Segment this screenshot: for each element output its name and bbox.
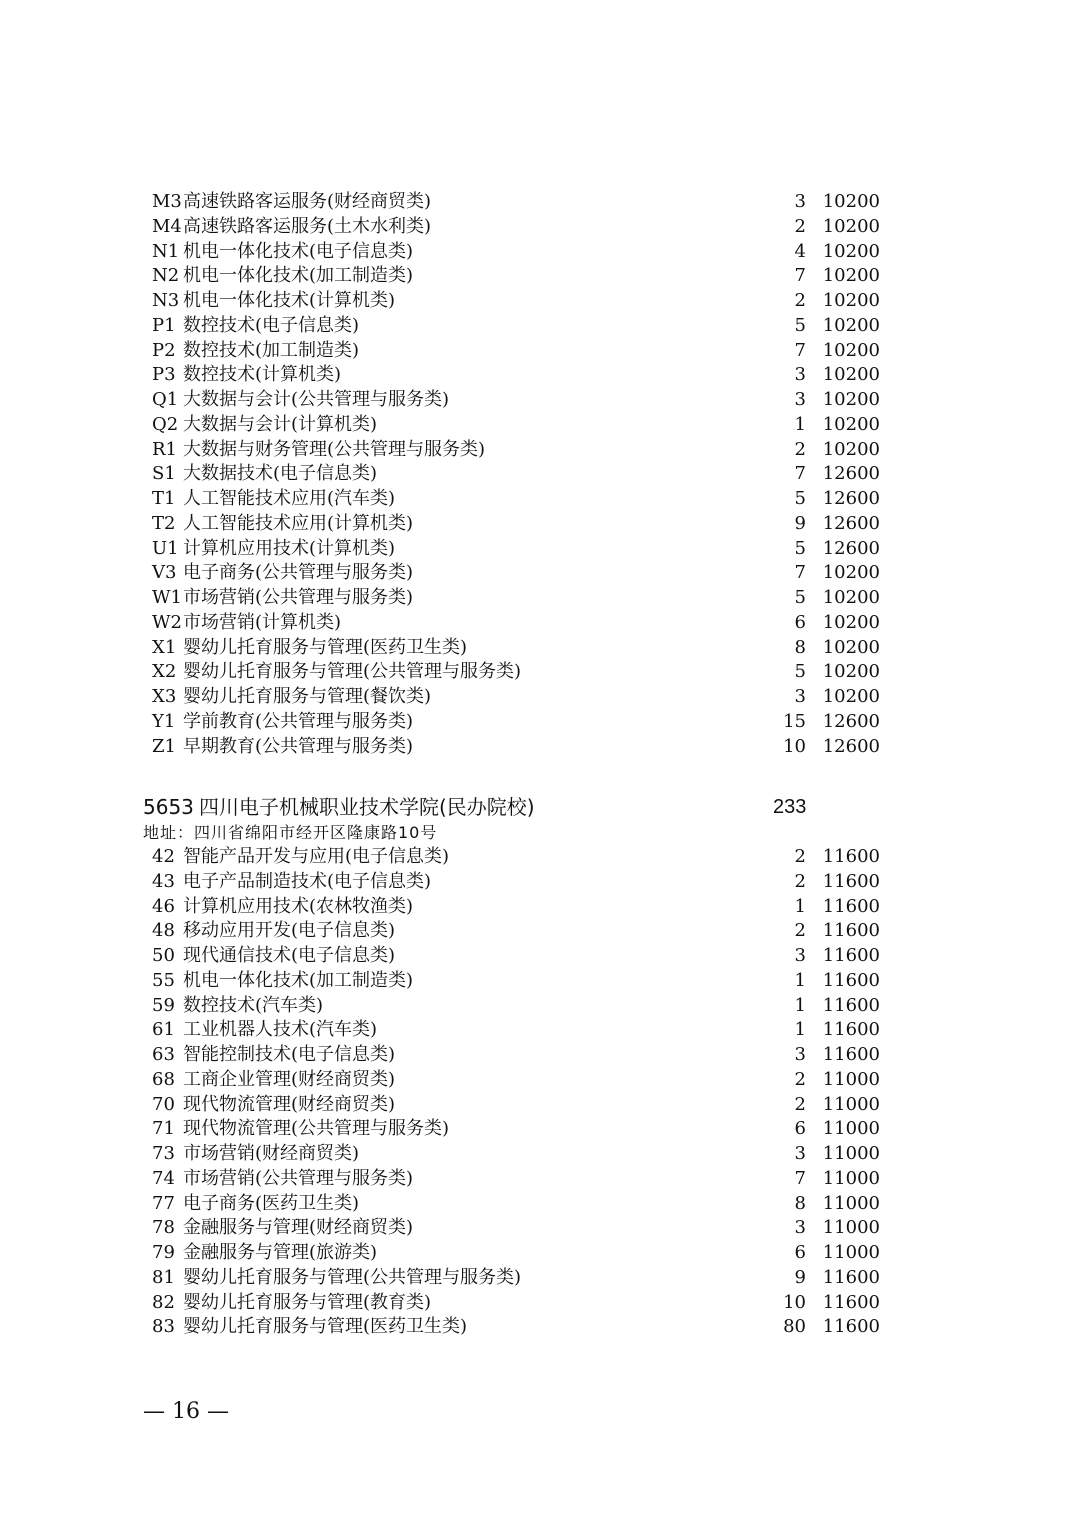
program-name: 数控技术(计算机类) <box>183 364 342 386</box>
program-tuition: 10200 <box>822 364 880 386</box>
program-quota: 2 <box>794 920 806 942</box>
program-row <box>152 611 882 636</box>
program-name: 工商企业管理(财经商贸类) <box>183 1068 396 1090</box>
program-quota: 15 <box>783 710 806 732</box>
program-tuition: 11600 <box>822 920 880 942</box>
program-tuition: 10200 <box>822 438 880 460</box>
program-tuition: 11000 <box>822 1068 880 1090</box>
program-quota: 3 <box>794 1044 806 1065</box>
program-code: M3 <box>152 191 182 212</box>
program-name: 智能产品开发与应用(电子信息类) <box>183 846 450 867</box>
program-quota: 2 <box>794 290 806 311</box>
program-row <box>152 413 882 438</box>
program-name: 婴幼儿托育服务与管理(医药卫生类) <box>183 636 468 658</box>
program-code: 73 <box>152 1143 175 1164</box>
program-tuition: 11600 <box>822 945 880 966</box>
program-tuition: 11000 <box>822 1242 880 1263</box>
program-tuition: 11600 <box>822 1266 880 1288</box>
program-quota: 3 <box>794 364 806 386</box>
program-quota: 6 <box>794 1242 806 1263</box>
program-tuition: 10200 <box>822 611 880 633</box>
program-name: 现代物流管理(公共管理与服务类) <box>183 1118 450 1140</box>
program-name: 大数据与会计(计算机类) <box>183 413 378 435</box>
program-code: W1 <box>152 587 182 608</box>
program-row <box>152 190 882 215</box>
program-row <box>152 685 882 710</box>
program-row <box>152 969 882 994</box>
program-row <box>152 895 882 920</box>
program-row <box>152 660 882 685</box>
program-tuition: 10200 <box>822 339 880 361</box>
program-quota: 3 <box>794 686 806 707</box>
program-tuition: 11000 <box>822 1143 880 1164</box>
program-quota: 2 <box>794 215 806 237</box>
program-quota: 2 <box>794 1068 806 1090</box>
program-name: 计算机应用技术(农林牧渔类) <box>183 895 414 917</box>
program-tuition: 10200 <box>822 314 880 336</box>
program-row <box>152 1291 882 1316</box>
program-row <box>152 1043 882 1068</box>
program-quota: 2 <box>794 870 806 892</box>
program-name: 金融服务与管理(财经商贸类) <box>183 1217 414 1239</box>
program-tuition: 10200 <box>822 587 880 608</box>
program-quota: 3 <box>794 1143 806 1164</box>
program-code: 63 <box>152 1044 175 1065</box>
program-row <box>152 1018 882 1043</box>
program-quota: 8 <box>794 636 806 658</box>
program-tuition: 12600 <box>822 488 880 509</box>
program-row <box>152 289 882 314</box>
program-tuition: 11600 <box>822 870 880 892</box>
program-code: Z1 <box>152 735 176 757</box>
program-code: X1 <box>152 636 177 658</box>
program-code: 70 <box>152 1093 175 1115</box>
program-name: 市场营销(财经商贸类) <box>183 1143 360 1164</box>
program-code: N1 <box>152 240 180 262</box>
program-quota: 3 <box>794 191 806 212</box>
program-name: 现代通信技术(电子信息类) <box>183 945 396 966</box>
program-tuition: 11600 <box>822 1291 880 1313</box>
program-name: 数控技术(加工制造类) <box>183 339 360 361</box>
program-row <box>152 1216 882 1241</box>
program-name: 婴幼儿托育服务与管理(公共管理与服务类) <box>183 1266 522 1288</box>
program-name: 机电一体化技术(电子信息类) <box>183 240 414 262</box>
program-row <box>152 919 882 944</box>
program-row <box>152 1117 882 1142</box>
program-tuition: 11000 <box>822 1093 880 1115</box>
program-name: 大数据与会计(公共管理与服务类) <box>183 389 450 410</box>
program-quota: 8 <box>794 1192 806 1214</box>
program-tuition: 11000 <box>822 1192 880 1214</box>
program-name: 金融服务与管理(旅游类) <box>183 1242 378 1263</box>
program-quota: 1 <box>794 895 806 917</box>
program-tuition: 10200 <box>822 215 880 237</box>
program-quota: 7 <box>794 265 806 287</box>
program-quota: 9 <box>794 512 806 534</box>
program-quota: 3 <box>794 1217 806 1239</box>
program-row <box>152 636 882 661</box>
program-quota: 80 <box>783 1316 806 1338</box>
school-address: 地址：四川省绵阳市经开区隆康路10号 <box>143 823 438 842</box>
program-code: U1 <box>152 537 179 559</box>
program-name: 电子商务(公共管理与服务类) <box>183 562 414 584</box>
program-quota: 1 <box>794 1019 806 1041</box>
program-code: V3 <box>152 562 177 584</box>
program-quota: 10 <box>783 1291 806 1313</box>
program-list-2 <box>152 845 882 1340</box>
program-tuition: 11600 <box>822 1316 880 1338</box>
page-number: — 16 — <box>143 1399 229 1424</box>
program-row <box>152 1167 882 1192</box>
program-code: 46 <box>152 895 175 917</box>
program-list-1 <box>152 190 882 759</box>
program-name: 市场营销(公共管理与服务类) <box>183 587 414 608</box>
program-name: 婴幼儿托育服务与管理(教育类) <box>183 1291 432 1313</box>
program-name: 市场营销(公共管理与服务类) <box>183 1167 414 1189</box>
program-row <box>152 537 882 562</box>
program-row <box>152 1142 882 1167</box>
program-row <box>152 215 882 240</box>
program-row <box>152 1068 882 1093</box>
program-code: 68 <box>152 1068 175 1090</box>
program-quota: 1 <box>794 413 806 435</box>
program-row <box>152 388 882 413</box>
program-code: W2 <box>152 611 182 633</box>
program-tuition: 10200 <box>822 240 880 262</box>
program-row <box>152 1093 882 1118</box>
program-row <box>152 561 882 586</box>
program-quota: 6 <box>794 1118 806 1140</box>
program-quota: 3 <box>794 389 806 410</box>
program-code: 43 <box>152 870 175 892</box>
program-code: N2 <box>152 265 180 287</box>
program-row <box>152 363 882 388</box>
program-code: 83 <box>152 1316 175 1338</box>
program-row <box>152 512 882 537</box>
program-name: 电子商务(医药卫生类) <box>183 1192 360 1214</box>
program-code: P1 <box>152 314 176 336</box>
program-name: 电子产品制造技术(电子信息类) <box>183 870 432 892</box>
program-code: T1 <box>152 488 176 509</box>
program-tuition: 10200 <box>822 265 880 287</box>
program-name: 机电一体化技术(加工制造类) <box>183 969 414 991</box>
program-name: 人工智能技术应用(汽车类) <box>183 488 396 509</box>
program-quota: 5 <box>794 314 806 336</box>
school-header <box>143 792 843 822</box>
program-row <box>152 994 882 1019</box>
program-quota: 1 <box>794 969 806 991</box>
program-code: P2 <box>152 339 176 361</box>
program-quota: 5 <box>794 488 806 509</box>
program-quota: 5 <box>794 661 806 683</box>
program-name: 智能控制技术(电子信息类) <box>183 1044 396 1065</box>
program-tuition: 11600 <box>822 1044 880 1065</box>
program-tuition: 11000 <box>822 1167 880 1189</box>
program-quota: 1 <box>794 994 806 1016</box>
program-tuition: 12600 <box>822 710 880 732</box>
program-code: X3 <box>152 686 177 707</box>
program-row <box>152 1266 882 1291</box>
program-name: 大数据与财务管理(公共管理与服务类) <box>183 438 486 460</box>
program-tuition: 11600 <box>822 846 880 867</box>
program-name: 移动应用开发(电子信息类) <box>183 920 396 942</box>
program-quota: 5 <box>794 587 806 608</box>
program-code: 50 <box>152 945 175 966</box>
program-code: 77 <box>152 1192 175 1214</box>
program-name: 数控技术(电子信息类) <box>183 314 360 336</box>
program-code: 42 <box>152 846 175 867</box>
program-row <box>152 462 882 487</box>
program-code: 78 <box>152 1217 175 1239</box>
program-code: 48 <box>152 920 175 942</box>
program-tuition: 12600 <box>822 463 880 485</box>
program-code: 82 <box>152 1291 175 1313</box>
program-code: Q1 <box>152 389 179 410</box>
program-code: T2 <box>152 512 176 534</box>
school-name: 四川电子机械职业技术学院(民办院校) <box>199 795 535 819</box>
program-row <box>152 1241 882 1266</box>
program-row <box>152 710 882 735</box>
program-quota: 9 <box>794 1266 806 1288</box>
program-row <box>152 944 882 969</box>
program-tuition: 11600 <box>822 1019 880 1041</box>
program-code: 59 <box>152 994 175 1016</box>
program-tuition: 12600 <box>822 735 880 757</box>
program-name: 工业机器人技术(汽车类) <box>183 1019 378 1041</box>
program-code: 81 <box>152 1266 175 1288</box>
program-row <box>152 438 882 463</box>
program-quota: 3 <box>794 945 806 966</box>
program-code: Y1 <box>152 710 176 732</box>
program-row <box>152 240 882 265</box>
program-name: 婴幼儿托育服务与管理(餐饮类) <box>183 686 432 707</box>
program-row <box>152 1315 882 1340</box>
program-row <box>152 870 882 895</box>
program-name: 高速铁路客运服务(土木水利类) <box>183 215 432 237</box>
program-tuition: 11600 <box>822 994 880 1016</box>
program-code: P3 <box>152 364 176 386</box>
program-tuition: 10200 <box>822 562 880 584</box>
program-tuition: 11600 <box>822 969 880 991</box>
program-row <box>152 314 882 339</box>
program-row <box>152 339 882 364</box>
program-quota: 7 <box>794 339 806 361</box>
program-code: R1 <box>152 438 178 460</box>
program-row <box>152 586 882 611</box>
program-tuition: 10200 <box>822 661 880 683</box>
program-row <box>152 1192 882 1217</box>
program-quota: 6 <box>794 611 806 633</box>
program-tuition: 10200 <box>822 636 880 658</box>
program-tuition: 11000 <box>822 1217 880 1239</box>
program-name: 现代物流管理(财经商贸类) <box>183 1093 396 1115</box>
program-code: Q2 <box>152 413 179 435</box>
program-quota: 10 <box>783 735 806 757</box>
program-tuition: 10200 <box>822 686 880 707</box>
program-tuition: 12600 <box>822 537 880 559</box>
program-quota: 2 <box>794 846 806 867</box>
program-code: 74 <box>152 1167 175 1189</box>
program-code: N3 <box>152 290 180 311</box>
program-code: 61 <box>152 1019 175 1041</box>
program-quota: 4 <box>794 240 806 262</box>
program-quota: 5 <box>794 537 806 559</box>
program-name: 机电一体化技术(计算机类) <box>183 290 396 311</box>
program-name: 机电一体化技术(加工制造类) <box>183 265 414 287</box>
program-name: 计算机应用技术(计算机类) <box>183 537 396 559</box>
program-row <box>152 735 882 760</box>
program-quota: 2 <box>794 438 806 460</box>
program-name: 早期教育(公共管理与服务类) <box>183 735 414 757</box>
program-quota: 7 <box>794 1167 806 1189</box>
program-name: 大数据技术(电子信息类) <box>183 463 378 485</box>
program-tuition: 10200 <box>822 413 880 435</box>
program-name: 市场营销(计算机类) <box>183 611 342 633</box>
program-tuition: 10200 <box>822 290 880 311</box>
program-tuition: 10200 <box>822 191 880 212</box>
program-name: 婴幼儿托育服务与管理(医药卫生类) <box>183 1316 468 1338</box>
program-name: 婴幼儿托育服务与管理(公共管理与服务类) <box>183 661 522 683</box>
program-quota: 2 <box>794 1093 806 1115</box>
program-name: 人工智能技术应用(计算机类) <box>183 512 414 534</box>
program-tuition: 11600 <box>822 895 880 917</box>
program-row <box>152 845 882 870</box>
program-tuition: 12600 <box>822 512 880 534</box>
program-code: M4 <box>152 215 182 237</box>
program-code: X2 <box>152 661 177 683</box>
program-code: S1 <box>152 463 176 485</box>
program-row <box>152 487 882 512</box>
program-tuition: 11000 <box>822 1118 880 1140</box>
program-name: 学前教育(公共管理与服务类) <box>183 710 414 732</box>
program-code: 79 <box>152 1242 175 1263</box>
school-total-quota: 233 <box>773 796 807 818</box>
program-tuition: 10200 <box>822 389 880 410</box>
program-quota: 7 <box>794 562 806 584</box>
program-row <box>152 264 882 289</box>
school-code: 5653 <box>143 795 194 819</box>
program-code: 71 <box>152 1118 175 1140</box>
program-name: 高速铁路客运服务(财经商贸类) <box>183 191 432 212</box>
program-name: 数控技术(汽车类) <box>183 994 324 1016</box>
program-code: 55 <box>152 969 175 991</box>
program-quota: 7 <box>794 463 806 485</box>
